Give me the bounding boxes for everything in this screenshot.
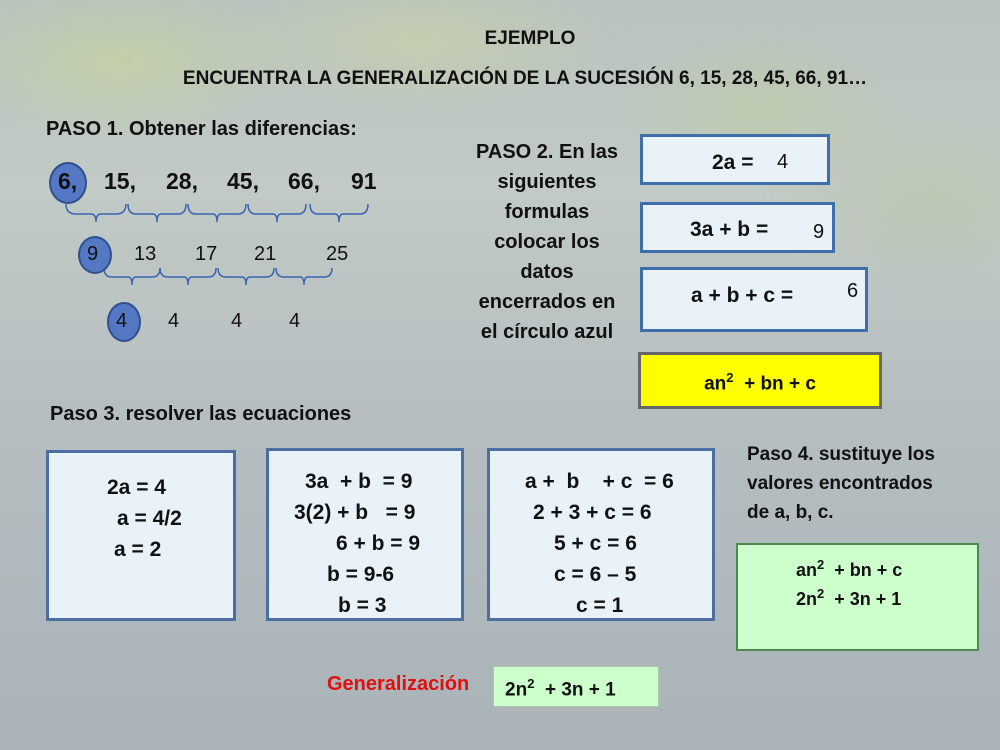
equation-line: 5 + c = 6	[554, 532, 637, 555]
step2-label-line: formulas	[504, 201, 590, 223]
step4-label-line: valores encontrados	[747, 473, 933, 494]
general-form-exponent: 2	[726, 370, 734, 385]
step1-label: PASO 1. Obtener las diferencias:	[46, 118, 357, 140]
equation-line: b = 3	[338, 594, 387, 617]
general-form-base: an	[704, 373, 727, 395]
sequence-term: 91	[351, 168, 377, 194]
equation-line: b = 9-6	[327, 563, 395, 586]
substitution-rest: + 3n + 1	[824, 589, 902, 609]
step2-label-line: el círculo azul	[480, 321, 614, 343]
equation-box-b	[266, 448, 464, 621]
formula-lhs: a + b + c =	[691, 284, 794, 307]
step2-label-line: PASO 2. En las	[476, 141, 618, 163]
step2-label-line: siguientes	[497, 171, 597, 193]
generalization-exponent: 2	[527, 676, 535, 691]
formula-box-a-b-c	[640, 267, 868, 332]
first-difference: 25	[326, 243, 349, 265]
formula-box-3a-b	[640, 202, 835, 253]
substitution-exponent: 2	[817, 557, 825, 572]
general-form	[641, 370, 879, 395]
sequence-term: 28,	[166, 168, 198, 194]
equation-line: 3a + b = 9	[305, 470, 413, 493]
sequence-term: 6,	[58, 168, 78, 194]
formula-value: 9	[813, 221, 825, 243]
equation-line: 6 + b = 9	[336, 532, 421, 555]
step4-label	[747, 440, 997, 527]
formula-lhs: 2a =	[712, 151, 754, 174]
substitution-base: an	[796, 560, 818, 580]
sequence-term: 45,	[227, 168, 259, 194]
slide-title: EJEMPLO	[484, 28, 576, 49]
step2-label-line: colocar los	[494, 231, 600, 253]
equation-line: 3(2) + b = 9	[294, 501, 416, 524]
sequence-term: 15,	[104, 168, 136, 194]
generalization-label: Generalización	[327, 673, 470, 695]
second-difference: 4	[289, 310, 301, 332]
equation-line: 2a = 4	[107, 476, 166, 499]
formula-lhs: 3a + b =	[690, 218, 769, 241]
formula-box-2a	[640, 134, 830, 185]
formula-value: 4	[777, 151, 789, 173]
second-difference: 4	[231, 310, 243, 332]
substitution-line-general	[796, 557, 902, 581]
slide-subtitle: ENCUENTRA LA GENERALIZACIÓN DE LA SUCESIÓN 6, 15, 28, 45, 66, 91…	[182, 68, 868, 89]
equation-box-c	[487, 448, 715, 621]
step3-label: Paso 3. resolver las ecuaciones	[50, 403, 352, 425]
step4-label-line: Paso 4. sustituye los	[747, 444, 935, 465]
first-difference: 13	[134, 243, 157, 265]
equation-line: 2 + 3 + c = 6	[533, 501, 652, 524]
equation-line: c = 6 – 5	[554, 563, 637, 586]
generalization-result-box	[493, 666, 659, 707]
equation-line: c = 1	[576, 594, 624, 617]
first-difference: 9	[87, 243, 99, 265]
substitution-box	[736, 543, 979, 651]
equation-line: a = 2	[114, 538, 162, 561]
first-difference: 21	[254, 243, 277, 265]
equation-line: a = 4/2	[117, 507, 182, 530]
step2-label-line: datos	[520, 261, 574, 283]
general-form-rest: + bn + c	[733, 373, 816, 395]
generalization-rest: + 3n + 1	[534, 679, 616, 701]
equation-box-a	[46, 450, 236, 621]
generalization-formula	[505, 676, 616, 701]
sequence-term: 66,	[288, 168, 320, 194]
second-difference: 4	[116, 310, 128, 332]
substitution-base: 2n	[796, 589, 818, 609]
substitution-exponent: 2	[817, 586, 825, 601]
general-form-box	[638, 352, 882, 409]
first-difference: 17	[195, 243, 218, 265]
formula-value: 6	[847, 280, 859, 302]
equation-line: a + b + c = 6	[525, 470, 674, 493]
generalization-base: 2n	[505, 679, 528, 701]
substitution-line-result	[796, 586, 901, 610]
step4-label-line: de a, b, c.	[747, 502, 834, 523]
second-difference: 4	[168, 310, 180, 332]
step2-label	[462, 137, 632, 347]
step2-label-line: encerrados en	[478, 291, 616, 313]
substitution-rest: + bn + c	[824, 560, 903, 580]
